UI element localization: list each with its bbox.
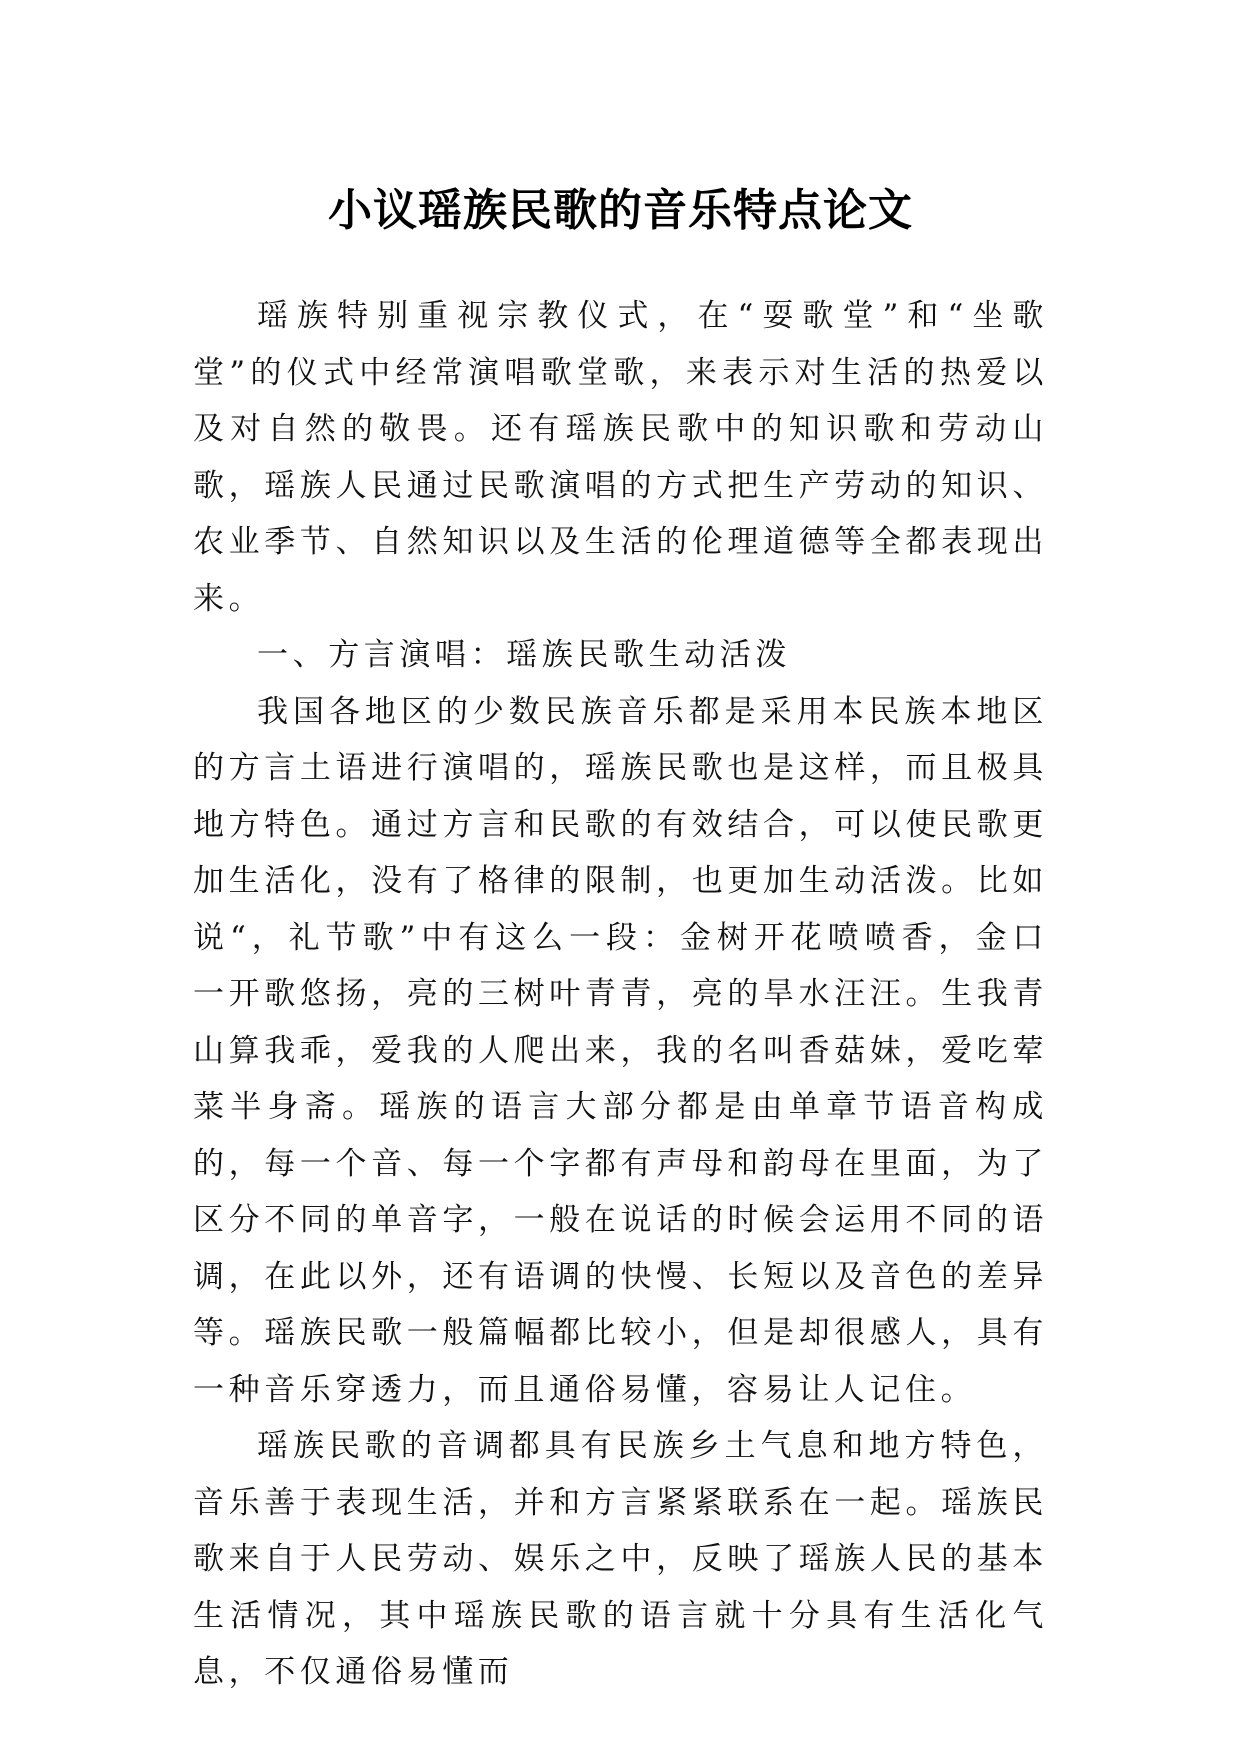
section-heading: 一、方言演唱：瑶族民歌生动活泼: [257, 637, 791, 673]
paragraph: 瑶族民歌的音调都具有民族乡土气息和地方特色，音乐善于表现生活，并和方言紧紧联系在一起。瑶族民歌来自于人民劳动、娱乐之中，反映了瑶族人民的基本生活情况，其中瑶族民歌的语言就十分具有生活化气息，不仅通俗易懂而: [193, 1428, 1048, 1690]
document-title: 小议瑶族民歌的音乐特点论文: [328, 185, 913, 237]
document-body: [193, 288, 1048, 1701]
paragraph: 瑶族特别重视宗教仪式，在“耍歌堂”和“坐歌堂”的仪式中经常演唱歌堂歌，来表示对生活的热爱以及对自然的敬畏。还有瑶族民歌中的知识歌和劳动山歌，瑶族人民通过民歌演唱的方式把生产劳动的知识、农业季节、自然知识以及生活的伦理道德等全都表现出来。: [193, 298, 1048, 617]
paragraph: 我国各地区的少数民族音乐都是采用本民族本地区的方言土语进行演唱的，瑶族民歌也是这样，而且极具地方特色。通过方言和民歌的有效结合，可以使民歌更加生活化，没有了格律的限制，也更加生动活泼。比如说“，礼节歌”中有这么一段：金树开花喷喷香，金口一开歌悠扬，亮的三树叶青青，亮的旱水汪汪。生我青山算我乖，爱我的人爬出来，我的名叫香菇妹，爱吃荤菜半身斋。瑶族的语言大部分都是由单章节语音构成的，每一个音、每一个字都有声母和韵母在里面，为了区分不同的单音字，一般在说话的时候会运用不同的语调，在此以外，还有语调的快慢、长短以及音色的差异等。瑶族民歌一般篇幅都比较小，但是却很感人，具有一种音乐穿透力，而且通俗易懂，容易让人记住。: [193, 693, 1048, 1408]
